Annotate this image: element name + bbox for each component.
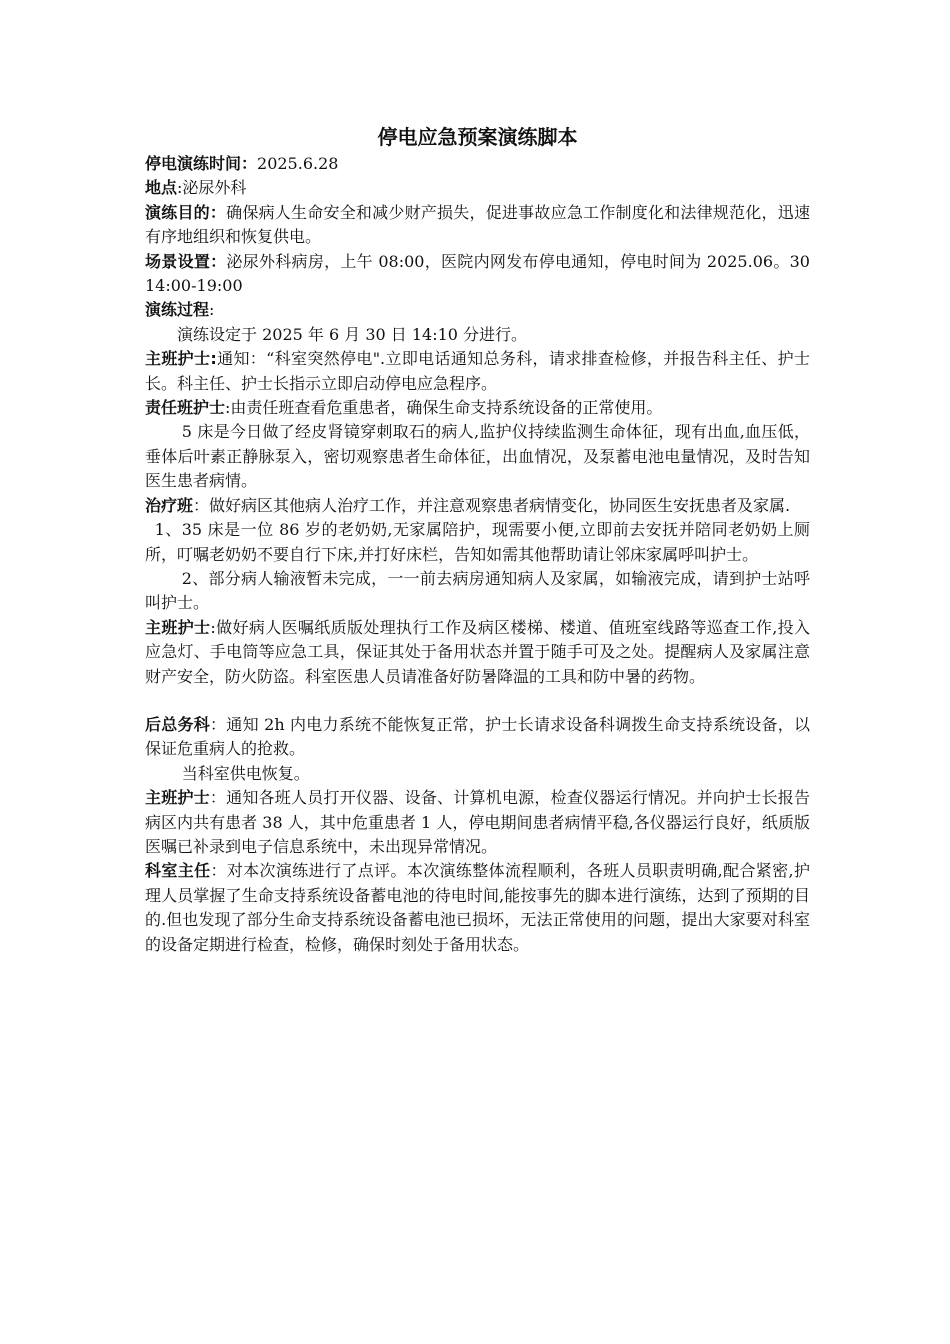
section-text: 1、35 床是一位 86 岁的老奶奶,无家属陪护，现需要小便,立即前去安抚并陪同老奶奶上厕所，叮嘱老奶奶不要自行下床,并打好床栏，告知如需其他帮助请让邻床家属呼叫护士。 <box>145 520 810 564</box>
section-text: :泌尿外科 <box>177 178 247 198</box>
section-text: 确保病人生命安全和减少财产损失，促进事故应急工作制度化和法律规范化，迅速有序地组织和恢复供电。 <box>145 202 810 247</box>
section-label: 主班护士: <box>145 349 217 369</box>
section-label: 主班护士 <box>145 617 211 637</box>
section-text: :由责任班查看危重患者，确保生命支持系统设备的正常使用。 <box>225 398 663 418</box>
section-label: 地点 <box>145 178 178 198</box>
section-label: 责任班护士 <box>145 398 226 418</box>
section-label: 后总务科 <box>145 714 211 734</box>
general-affairs <box>145 713 810 762</box>
document-page <box>145 122 810 957</box>
section-label: 科室主任 <box>145 861 211 881</box>
section-text: 当科室供电恢复。 <box>181 763 310 783</box>
bed-5-patient <box>145 420 810 493</box>
drill-time <box>145 152 810 176</box>
responsible-nurse <box>145 396 810 420</box>
section-text: 2025.6.28 <box>257 154 339 173</box>
drill-process-heading <box>145 298 810 322</box>
section-label: 场景设置： <box>145 251 227 271</box>
power-restored <box>145 762 810 786</box>
section-text: 演练设定于 2025 年 6 月 30 日 14:10 分进行。 <box>177 324 528 344</box>
drill-schedule <box>145 323 810 347</box>
section-text: ：做好病区其他病人治疗工作，并注意观察患者病情变化，协同医生安抚患者及家属. <box>193 495 791 515</box>
section-text: 泌尿外科病房，上午 08:00，医院内网发布停电通知，停电时间为 2025.06。30 14:00-19:00 <box>145 251 810 296</box>
section-label: 主班护士 <box>145 788 210 808</box>
section-label: 演练过程 <box>145 300 210 320</box>
treatment-shift <box>145 494 810 518</box>
department-director <box>145 859 810 957</box>
section-label: 治疗班 <box>145 495 194 515</box>
item-1-bed-35 <box>145 518 810 567</box>
scene-setting <box>145 250 810 299</box>
section-text: ：对本次演练进行了点评。本次演练整体流程顺利，各班人员职责明确,配合紧密,护理人员掌握了生命支持系统设备蓄电池的待电时间,能按事先的脚本进行演练，达到了预期的目的.但也发现了部分生命支持系统设备蓄电池已损坏，无法正常使用的问题，提出大家要对科室的设备定期进行检查，检修，确保时刻处于备用状态。 <box>145 861 810 954</box>
drill-location <box>145 176 810 200</box>
section-text: : <box>209 300 215 320</box>
section-text: 5 床是今日做了经皮肾镜穿刺取石的病人,监护仪持续监测生命体征，现有出血,血压低，垂体后叶素正静脉泵入，密切观察患者生命体征，出血情况，及泵蓄电池电量情况，及时告知医生患者病情。 <box>145 422 810 491</box>
charge-nurse-restore <box>145 786 810 859</box>
section-text: ：通知 2h 内电力系统不能恢复正常，护士长请求设备科调拨生命支持系统设备，以保证危重病人的抢救。 <box>145 714 810 759</box>
charge-nurse-notice <box>145 347 810 396</box>
document-title: 停电应急预案演练脚本 <box>377 125 578 149</box>
section-label: 停电演练时间： <box>145 154 258 173</box>
item-2-infusion <box>145 567 810 616</box>
section-label: 演练目的： <box>145 202 227 222</box>
section-text: :做好病人医嘱纸质版处理执行工作及病区楼梯、楼道、值班室线路等巡查工作,投入应急灯、手电筒等应急工具，保证其处于备用状态并置于随手可及之处。提醒病人及家属注意财产安全，防火防盗。科室医患人员请准备好防暑降温的工具和防中暑的药物。 <box>145 617 810 686</box>
section-text: 2、部分病人输液暂未完成，一一前去病房通知病人及家属，如输液完成，请到护士站呼叫护士。 <box>145 568 810 613</box>
charge-nurse-inspection <box>145 616 810 689</box>
drill-purpose <box>145 201 810 250</box>
blank-line <box>145 689 810 713</box>
section-text: 通知：“科室突然停电".立即电话通知总务科，请求排查检修，并报告科主任、护士长。科主任、护士长指示立即启动停电应急程序。 <box>145 349 810 393</box>
section-text: ：通知各班人员打开仪器、设备、计算机电源，检查仪器运行情况。并向护士长报告病区内共有患者 38 人，其中危重患者 1 人，停电期间患者病情平稳,各仪器运行良好，纸质版医嘱已补录到电子信息系统中，未出现异常情况。 <box>145 788 810 856</box>
